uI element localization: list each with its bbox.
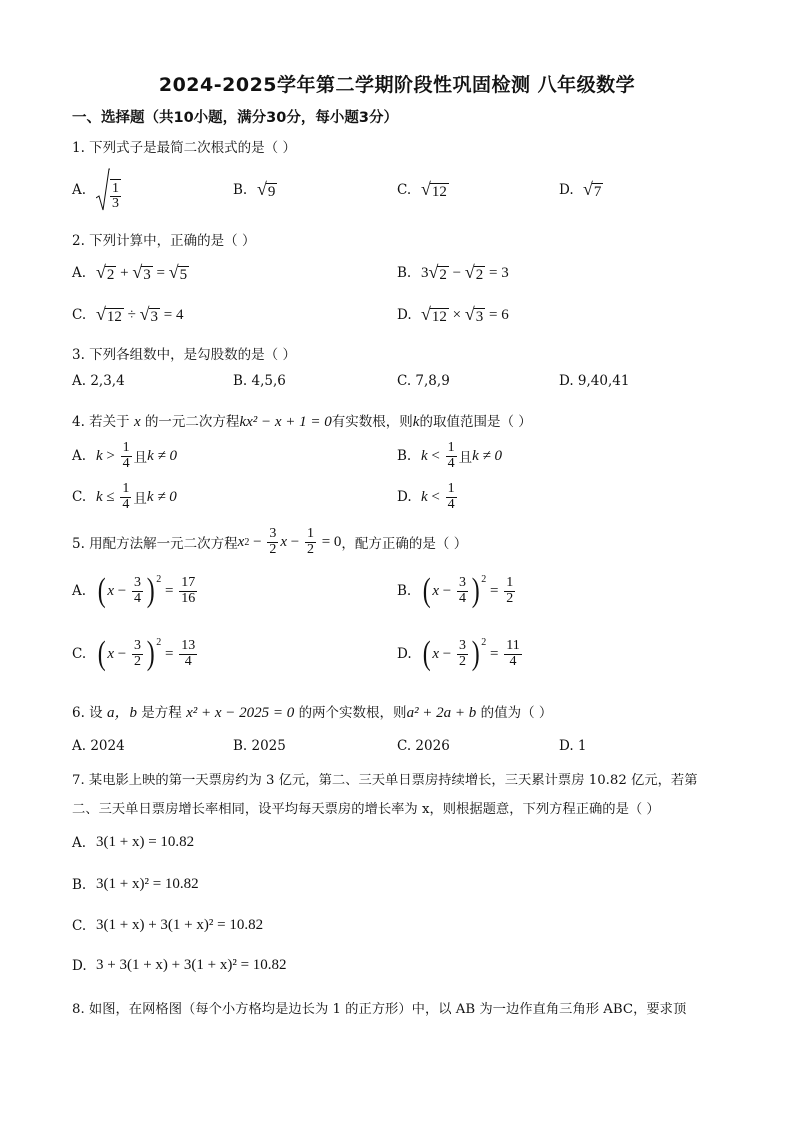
q5-option-d[interactable]: D. ( x − $\frac{3}{2}$ ) $^2$ = $\frac{11}{4}$ [397, 635, 520, 672]
q6-option-a[interactable]: A. 2024 [72, 738, 125, 754]
question-7-stem-line-1: 7. 某电影上映的第一天票房约为 3 亿元，第二、三天单日票房持续增长，三天累计票房 10.82 亿元，若第 [72, 773, 698, 788]
q1-option-b[interactable]: B. √ 9 [233, 179, 276, 200]
question-5-stem: 5. 用配方法解一元二次方程 x 2 − $\frac{3}{2}$ x − $\frac{1}{2}$ = 0 ，配方正确的是（ ） [72, 526, 468, 557]
question-4-stem: 4. 若关于 x 的一元二次方程kx² − x + 1 = 0有实数根，则k的取值范围是（ ） [72, 414, 532, 430]
q7-option-c[interactable]: C. 3(1 + x) + 3(1 + x)² = 10.82 [72, 917, 264, 934]
q3-option-d[interactable]: D. 9,40,41 [559, 373, 630, 389]
question-2-stem: 2. 下列计算中，正确的是（ ） [72, 233, 256, 249]
q5-option-a[interactable]: A. ( x − $\frac{3}{4}$ ) $^2$ = $\frac{17}{16}$ [72, 572, 196, 609]
q7-option-d[interactable]: D. 3 + 3(1 + x) + 3(1 + x)² = 10.82 [72, 957, 287, 974]
q3-option-a[interactable]: A. 2,3,4 [72, 373, 125, 389]
q1-a-radical: $\frac{1}{3}$ [96, 168, 123, 212]
q2-option-c[interactable]: C. √ 12 ÷ √ 3 = 4 [72, 304, 184, 325]
q6-option-c[interactable]: C. 2026 [397, 738, 450, 754]
radical-sign-icon [96, 168, 110, 212]
q1-option-a[interactable]: A. $\frac{1}{3}$ [72, 168, 123, 212]
q5-option-c[interactable]: C. ( x − $\frac{3}{2}$ ) $^2$ = $\frac{13}{4}$ [72, 635, 196, 672]
q2-option-b[interactable]: B. 3 √ 2 − √ 2 = 3 [397, 262, 509, 283]
exam-title: 2024-2025学年第二学期阶段性巩固检测 八年级数学 [158, 74, 636, 96]
q1-option-d[interactable]: D. √ 7 [559, 179, 602, 200]
q3-option-c[interactable]: C. 7,8,9 [397, 373, 450, 389]
q4-option-a[interactable]: A. k > $\frac{1}{4}$ 且 k ≠ 0 [72, 440, 178, 471]
q2-option-d[interactable]: D. √ 12 × √ 3 = 6 [397, 304, 509, 325]
q7-option-a[interactable]: A. 3(1 + x) = 10.82 [72, 834, 195, 851]
question-7-stem-line-2: 二、三天单日票房增长率相同，设平均每天票房的增长率为 x，则根据题意，下列方程正确的是（ ） [72, 802, 660, 817]
q4-option-c[interactable]: C. k ≤ $\frac{1}{4}$ 且 k ≠ 0 [72, 481, 177, 512]
q3-option-b[interactable]: B. 4,5,6 [233, 373, 286, 389]
question-8-stem: 8. 如图，在网格图（每个小方格均是边长为 1 的正方形）中，以 AB 为一边作直角三角形 ABC，要求顶 [72, 1002, 687, 1017]
q5-option-b[interactable]: B. ( x − $\frac{3}{4}$ ) $^2$ = $\frac{1}{2}$ [397, 572, 514, 609]
question-6-stem: 6. 设 a，b 是方程 x² + x − 2025 = 0 的两个实数根，则a² + 2a + b 的值为（ ） [72, 705, 553, 721]
q1-option-c[interactable]: C. √ 12 [397, 179, 447, 200]
q4-option-d[interactable]: D. k < $\frac{1}{4}$ [397, 481, 455, 512]
q7-option-b[interactable]: B. 3(1 + x)² = 10.82 [72, 876, 199, 893]
q2-option-a[interactable]: A. √ 2 + √ 3 = √ 5 [72, 262, 188, 283]
section-heading: 一、选择题（共10小题，满分30分，每小题3分） [72, 110, 398, 126]
q6-option-d[interactable]: D. 1 [559, 738, 587, 754]
question-3-stem: 3. 下列各组数中，是勾股数的是（ ） [72, 347, 296, 363]
q6-option-b[interactable]: B. 2025 [233, 738, 286, 754]
question-1-stem: 1. 下列式子是最简二次根式的是（ ） [72, 140, 296, 156]
q4-option-b[interactable]: B. k < $\frac{1}{4}$ 且 k ≠ 0 [397, 440, 503, 471]
